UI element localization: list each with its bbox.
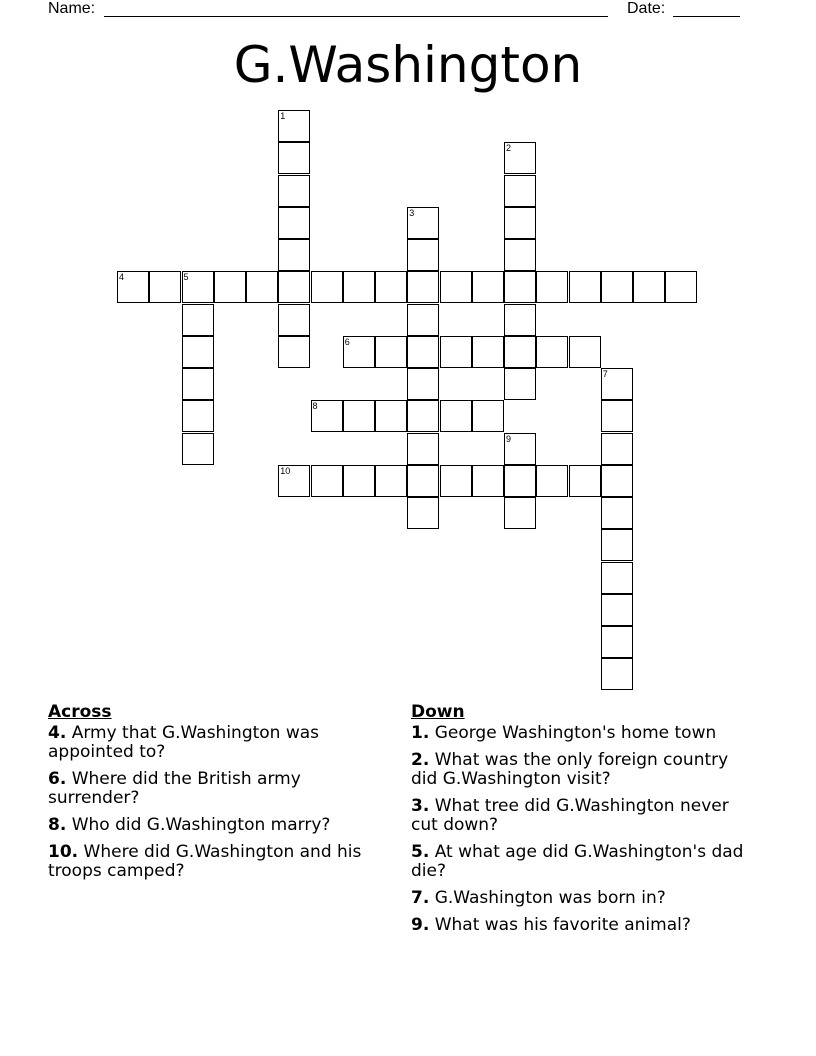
grid-cell[interactable]	[182, 304, 214, 336]
grid-cell[interactable]	[278, 336, 310, 368]
clue-number: 3.	[411, 796, 430, 816]
grid-cell[interactable]	[601, 368, 633, 400]
grid-cell[interactable]	[504, 465, 536, 497]
grid-cell[interactable]	[375, 465, 407, 497]
grid-cell[interactable]	[504, 304, 536, 336]
clue-item	[48, 843, 393, 881]
clue-text: Where did the British army surrender?	[48, 769, 301, 808]
grid-cell[interactable]	[407, 336, 439, 368]
clue-text: Who did G.Washington marry?	[71, 815, 331, 835]
cell-number: 3	[409, 207, 415, 218]
grid-cell[interactable]	[182, 336, 214, 368]
grid-cell[interactable]	[343, 465, 375, 497]
clue-item	[411, 889, 756, 908]
grid-cell[interactable]	[407, 368, 439, 400]
grid-cell[interactable]	[278, 239, 310, 271]
grid-cell[interactable]	[472, 271, 504, 303]
clue-item	[411, 751, 756, 789]
cell-number: 10	[280, 465, 291, 476]
grid-cell[interactable]	[601, 562, 633, 594]
grid-cell[interactable]	[149, 271, 181, 303]
grid-cell[interactable]	[407, 497, 439, 529]
grid-cell[interactable]	[536, 271, 568, 303]
grid-cell[interactable]	[601, 529, 633, 561]
cell-number: 7	[602, 369, 608, 379]
grid-cell[interactable]	[311, 400, 343, 432]
grid-cell[interactable]	[278, 142, 310, 174]
grid-cell[interactable]	[601, 400, 633, 432]
grid-cell[interactable]	[343, 400, 375, 432]
grid-cell[interactable]	[343, 271, 375, 303]
clue-text: Army that G.Washington was appointed to?	[48, 723, 320, 762]
grid-cell[interactable]	[601, 465, 633, 497]
grid-cell[interactable]	[407, 239, 439, 271]
grid-cell[interactable]	[504, 207, 536, 239]
grid-cell[interactable]	[407, 271, 439, 303]
grid-cell[interactable]	[311, 271, 343, 303]
clue-text: What tree did G.Washington never cut down?	[411, 796, 729, 835]
grid-cell[interactable]	[182, 271, 214, 303]
grid-cell[interactable]	[375, 271, 407, 303]
clue-item	[48, 770, 393, 808]
grid-cell[interactable]	[504, 239, 536, 271]
grid-cell[interactable]	[601, 626, 633, 658]
grid-cell[interactable]	[504, 368, 536, 400]
grid-cell[interactable]	[214, 271, 246, 303]
cell-number: 6	[344, 336, 350, 347]
grid-cell[interactable]	[311, 465, 343, 497]
grid-cell[interactable]	[182, 400, 214, 432]
name-label: Name:	[48, 0, 96, 17]
clue-text: G.Washington was born in?	[434, 888, 666, 908]
grid-cell[interactable]	[407, 304, 439, 336]
clue-text: George Washington's home town	[434, 723, 717, 743]
grid-cell[interactable]	[278, 207, 310, 239]
cell-number: 2	[506, 143, 512, 154]
grid-cell[interactable]	[504, 175, 536, 207]
clue-number: 10.	[48, 842, 79, 862]
clue-text: What was his favorite animal?	[434, 915, 691, 935]
cell-number: 5	[183, 272, 189, 283]
grid-cell[interactable]	[536, 465, 568, 497]
clue-number: 5.	[411, 842, 430, 862]
grid-cell[interactable]	[182, 433, 214, 465]
grid-cell[interactable]	[504, 142, 536, 174]
grid-cell[interactable]	[601, 497, 633, 529]
grid-cell[interactable]	[278, 175, 310, 207]
across-clues	[48, 703, 393, 889]
grid-cell[interactable]	[633, 271, 665, 303]
grid-cell[interactable]	[407, 465, 439, 497]
grid-cell[interactable]	[504, 433, 536, 465]
grid-cell[interactable]	[472, 336, 504, 368]
cell-number: 8	[312, 401, 318, 412]
grid-cell[interactable]	[504, 497, 536, 529]
grid-cell[interactable]	[440, 465, 472, 497]
grid-cell[interactable]	[472, 465, 504, 497]
grid-cell[interactable]	[407, 433, 439, 465]
grid-cell[interactable]	[278, 304, 310, 336]
across-heading: Across	[48, 702, 112, 722]
grid-cell[interactable]	[278, 465, 310, 497]
clue-item	[411, 797, 756, 835]
grid-cell[interactable]	[278, 271, 310, 303]
grid-cell[interactable]	[407, 207, 439, 239]
date-label: Date:	[627, 0, 666, 17]
clue-number: 1.	[411, 723, 430, 743]
grid-cell[interactable]	[601, 594, 633, 626]
cell-number: 4	[119, 272, 125, 283]
clue-item	[411, 724, 756, 743]
clue-number: 9.	[411, 915, 430, 935]
clue-number: 4.	[48, 723, 67, 743]
clue-item	[411, 916, 756, 935]
clue-number: 7.	[411, 888, 430, 908]
cell-number: 9	[506, 433, 512, 444]
grid-cell[interactable]	[601, 433, 633, 465]
clue-item	[48, 724, 393, 762]
grid-cell[interactable]	[375, 400, 407, 432]
grid-cell[interactable]	[504, 271, 536, 303]
grid-cell[interactable]	[117, 271, 149, 303]
grid-cell[interactable]	[536, 336, 568, 368]
grid-cell[interactable]	[601, 658, 633, 690]
clue-number: 6.	[48, 769, 67, 789]
clue-number: 2.	[411, 750, 430, 770]
grid-cell[interactable]	[440, 400, 472, 432]
grid-cell[interactable]	[375, 336, 407, 368]
puzzle-title: G.Washington	[233, 36, 583, 94]
grid-cell[interactable]	[343, 336, 375, 368]
clue-text: What was the only foreign country did G.Washington visit?	[411, 750, 729, 789]
clue-item	[48, 816, 393, 835]
grid-cell[interactable]	[569, 336, 601, 368]
grid-cell[interactable]	[665, 271, 697, 303]
grid-cell[interactable]	[440, 271, 472, 303]
clue-number: 8.	[48, 815, 67, 835]
cell-number: 1	[280, 111, 286, 121]
down-clues	[411, 703, 756, 943]
grid-cell[interactable]	[472, 400, 504, 432]
grid-cell[interactable]	[569, 465, 601, 497]
clue-text: Where did G.Washington and his troops camped?	[48, 842, 362, 881]
grid-cell[interactable]	[440, 336, 472, 368]
grid-cell[interactable]	[601, 271, 633, 303]
grid-cell[interactable]	[246, 271, 278, 303]
clue-text: At what age did G.Washington's dad die?	[411, 842, 744, 881]
grid-cell[interactable]	[569, 271, 601, 303]
grid-cell[interactable]	[504, 336, 536, 368]
down-heading: Down	[411, 702, 465, 722]
grid-cell[interactable]	[182, 368, 214, 400]
clue-item	[411, 843, 756, 881]
grid-cell[interactable]	[407, 400, 439, 432]
grid-cell[interactable]	[278, 110, 310, 142]
